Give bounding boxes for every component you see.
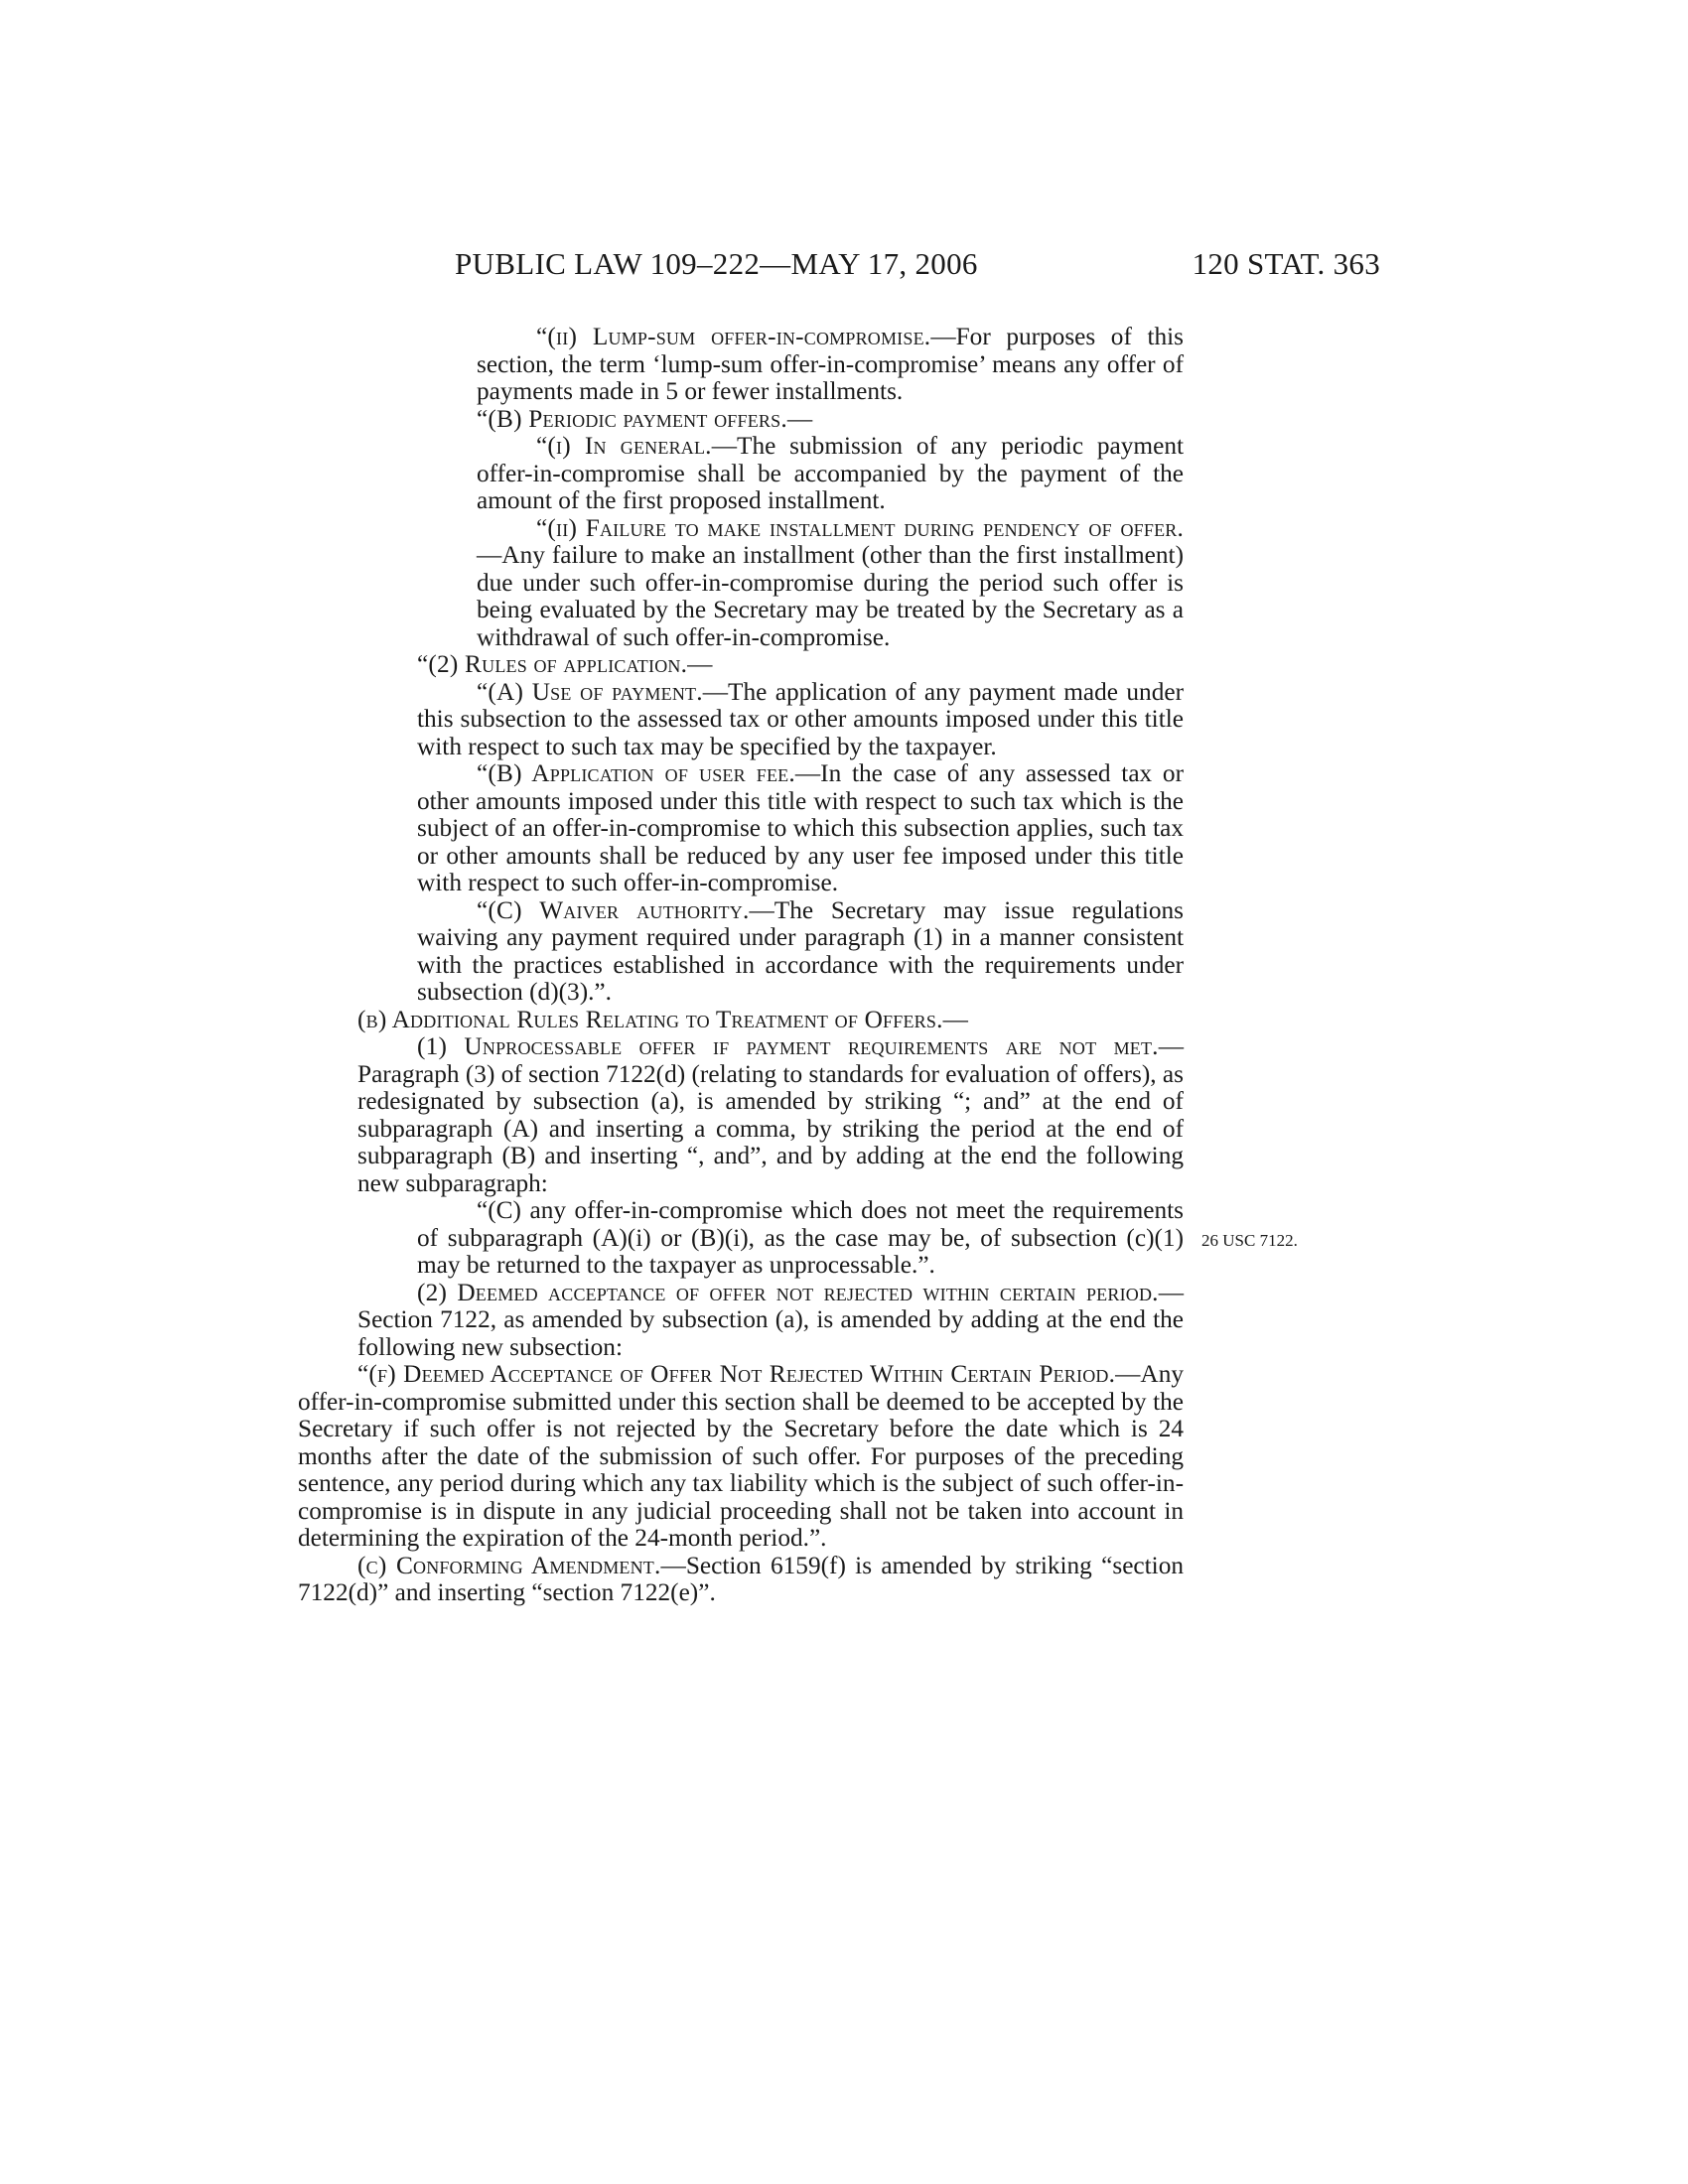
paragraph-text: — — [786, 404, 813, 433]
paragraph-text: “(C) any offer-in-compromise which does not meet the requirements of subparagraph (A)(i) or (B)(i), as the case may be, of subsection (c)(1) may be returned to the taxpayer as unprocessable.”. — [417, 1196, 1184, 1279]
paragraph-use-of-payment — [298, 679, 1184, 761]
paragraph-conforming-amendment — [298, 1553, 1184, 1607]
stat-citation: 120 STAT. 363 — [1192, 246, 1380, 281]
paragraph-heading: “(ii) Lump-sum offer-in-compromise. — [536, 323, 931, 350]
paragraph-text: —For purposes of this section, the term ‘lump-sum offer-in-compromise’ means any offer of payments made in 5 or fewer installments. — [477, 323, 1184, 405]
paragraph-heading: (c) Conforming Amendment. — [357, 1551, 661, 1579]
paragraph-new-subparagraph-c — [298, 1197, 1184, 1280]
margin-note-usc-citation: 26 USC 7122. — [1201, 1231, 1298, 1250]
page-header — [298, 246, 1380, 286]
paragraph-heading: (2) Deemed acceptance of offer not rejected within certain period. — [417, 1278, 1159, 1306]
paragraph-failure-installment — [298, 515, 1184, 652]
paragraph-rules-of-application — [298, 651, 1184, 679]
paragraph-text: —In the case of any assessed tax or other amounts imposed under this title with respect to such tax which is the subject of an offer-in-compromise to which this subsection applies, such tax or other amounts shall be reduced by any user fee imposed under this title with respect to such offer-in-compromise. — [417, 759, 1184, 896]
paragraph-heading: “(A) Use of payment. — [477, 677, 703, 706]
paragraph-text: —Paragraph (3) of section 7122(d) (relating to standards for evaluation of offers), as redesignated by subsection (a), is amended by striking “; and” at the end of subparagraph (A) and inserting a comma, by striking the period at the end of subparagraph (B) and inserting “, and”, and by adding at the end the following new subparagraph: — [357, 1032, 1184, 1197]
paragraph-periodic-payment-heading — [298, 406, 1184, 434]
paragraph-text: —Section 7122, as amended by subsection (a), is amended by adding at the end the following new subsection: — [357, 1278, 1184, 1361]
paragraph-waiver-authority — [298, 897, 1184, 1007]
running-head: PUBLIC LAW 109–222—MAY 17, 2006 — [455, 246, 978, 281]
paragraph-text: —Any failure to make an installment (other than the first installment) due under such offer-in-compromise during the period such offer is being evaluated by the Secretary may be treated by the Secretary as a withdrawal of such offer-in-compromise. — [477, 541, 1184, 651]
paragraph-text: —Section 6159(f) is amended by striking “section 7122(d)” and inserting “section 7122(e)”. — [298, 1551, 1184, 1606]
paragraph-text: — — [687, 650, 713, 678]
paragraph-heading: “(B) Application of user fee. — [477, 759, 795, 787]
paragraph-heading: “(2) Rules of application. — [417, 650, 688, 678]
paragraph-subsection-f — [298, 1361, 1184, 1553]
paragraph-unprocessable-offer — [298, 1033, 1184, 1197]
paragraph-text: —The submission of any periodic payment offer-in-compromise shall be accompanied by the payment of the amount of the first proposed installment. — [477, 432, 1184, 514]
paragraph-text: — — [942, 1005, 968, 1033]
statute-body — [298, 324, 1184, 1607]
paragraph-lump-sum-definition — [298, 324, 1184, 406]
paragraph-heading: (b) Additional Rules Relating to Treatment of Offers. — [357, 1005, 943, 1033]
paragraph-deemed-acceptance — [298, 1280, 1184, 1362]
paragraph-heading: “(ii) Failure to make installment during pendency of offer. — [536, 513, 1184, 542]
paragraph-heading: (1) Unprocessable offer if payment requirements are not met. — [417, 1032, 1159, 1060]
paragraph-heading: “(B) Periodic payment offers. — [477, 404, 787, 433]
paragraph-heading: “(f) Deemed Acceptance of Offer Not Rejected Within Certain Period. — [357, 1360, 1116, 1388]
paragraph-in-general — [298, 433, 1184, 515]
paragraph-text: —The Secretary may issue regulations waiving any payment required under paragraph (1) in a manner consistent with the practices established in accordance with the requirements under subsection (d)(3).”. — [417, 895, 1184, 1006]
paragraph-user-fee — [298, 760, 1184, 897]
paragraph-heading: “(i) In general. — [536, 432, 712, 460]
paragraph-heading: “(C) Waiver authority. — [477, 895, 750, 924]
paragraph-text: —Any offer-in-compromise submitted under this section shall be deemed to be accepted by the Secretary if such offer is not rejected by the Secretary before the date which is 24 months after the date of the submission of such offer. For purposes of the preceding sentence, any period during which any tax liability which is the subject of such offer-in-compromise is in dispute in any judicial proceeding shall not be taken into account in determining the expiration of the 24-month period.”. — [298, 1360, 1184, 1552]
paragraph-additional-rules — [298, 1007, 1184, 1034]
paragraph-text: —The application of any payment made under this subsection to the assessed tax or other amounts imposed under this title with respect to such tax may be specified by the taxpayer. — [417, 677, 1184, 760]
